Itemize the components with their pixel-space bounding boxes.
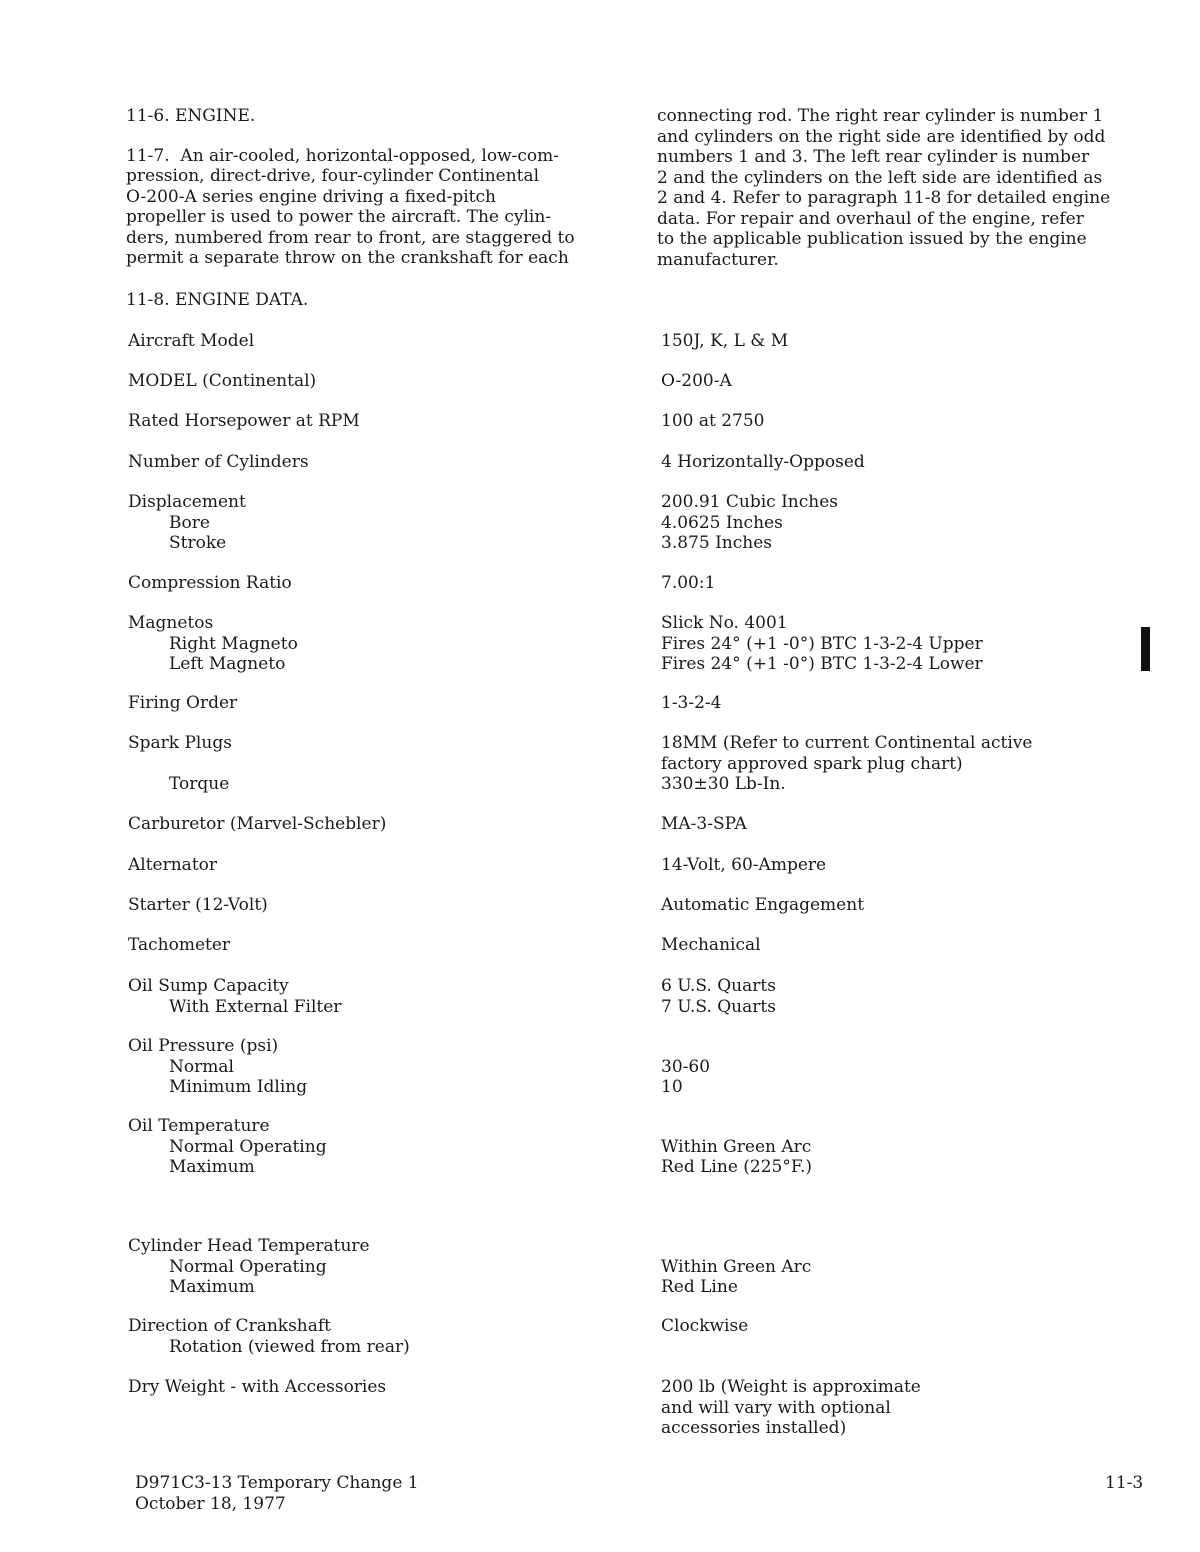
engine-data-label — [128, 935, 628, 956]
engine-data-label — [128, 733, 628, 795]
paragraph-line: ders, numbered from rear to front, are staggered to — [126, 227, 575, 248]
engine-data-label — [128, 411, 628, 432]
label-line: Maximum — [169, 1157, 255, 1177]
label-line: MODEL (Continental) — [128, 371, 317, 391]
value-line — [661, 1036, 1161, 1057]
paragraph-line: 11-7. An air-cooled, horizontal-opposed, low-com- — [126, 145, 560, 166]
label-line: Direction of Crankshaft — [128, 1316, 332, 1336]
paragraph-line: numbers 1 and 3. The left rear cylinder is number — [657, 147, 1090, 167]
engine-data-value — [661, 1377, 1161, 1439]
label-line: Cylinder Head Temperature — [128, 1236, 370, 1256]
value-line: 6 U.S. Quarts — [661, 976, 776, 996]
label-line: Alternator — [128, 855, 218, 875]
engine-data-heading: 11-8. ENGINE DATA. — [126, 290, 309, 310]
change-bar — [1141, 627, 1150, 671]
label-line: Torque — [169, 774, 230, 794]
engine-data-value — [661, 733, 1161, 795]
label-line: Spark Plugs — [128, 733, 232, 753]
value-line: Red Line (225°F.) — [661, 1157, 813, 1177]
footer-document-info — [135, 1473, 419, 1514]
engine-data-value — [661, 1116, 1161, 1178]
engine-data-label — [128, 452, 628, 473]
value-line: MA-3-SPA — [661, 814, 747, 834]
engine-data-label — [128, 976, 628, 1017]
engine-description-continuation — [657, 106, 1147, 270]
label-line: Starter (12-Volt) — [128, 895, 268, 915]
value-line: factory approved spark plug chart) — [661, 753, 963, 774]
label-line: Aircraft Model — [128, 331, 255, 351]
value-line: Automatic Engagement — [661, 895, 865, 915]
value-line: accessories installed) — [661, 1418, 847, 1438]
label-line: Firing Order — [128, 693, 238, 713]
label-line — [128, 754, 628, 775]
label-line: Minimum Idling — [169, 1077, 308, 1097]
label-line: Left Magneto — [169, 654, 286, 674]
value-line: 1-3-2-4 — [661, 693, 722, 713]
label-line: Stroke — [169, 533, 227, 553]
paragraph-line: 2 and 4. Refer to paragraph 11-8 for detailed engine — [657, 188, 1111, 208]
engine-data-value — [661, 1236, 1161, 1298]
engine-data-label — [128, 1036, 628, 1098]
page-number: 11-3 — [1105, 1473, 1144, 1493]
value-line: 3.875 Inches — [661, 533, 772, 553]
engine-data-value — [661, 1036, 1161, 1098]
section-heading: 11-6. ENGINE. — [126, 106, 256, 126]
engine-data-value — [661, 411, 1161, 432]
engine-data-value — [661, 1316, 1161, 1337]
label-line: Compression Ratio — [128, 573, 292, 593]
label-line: Normal Operating — [169, 1256, 327, 1277]
engine-data-label — [128, 371, 628, 392]
label-line: Carburetor (Marvel-Schebler) — [128, 814, 387, 834]
label-line: Oil Temperature — [128, 1116, 270, 1136]
value-line: 30-60 — [661, 1056, 711, 1077]
engine-data-label — [128, 1377, 628, 1398]
paragraph-line: manufacturer. — [657, 249, 779, 270]
value-line: 200.91 Cubic Inches — [661, 492, 839, 512]
paragraph-line: permit a separate throw on the crankshaft for each — [126, 248, 569, 268]
paragraph-line: and cylinders on the right side are identified by odd — [657, 126, 1106, 147]
paragraph-line: 2 and the cylinders on the left side are identified as — [657, 167, 1103, 188]
label-line: Displacement — [128, 492, 246, 512]
paragraph-line: data. For repair and overhaul of the engine, refer — [657, 208, 1084, 229]
label-line: Normal Operating — [169, 1136, 327, 1157]
engine-data-value — [661, 613, 1161, 675]
intro-column-left — [126, 106, 616, 269]
engine-data-label — [128, 613, 628, 675]
engine-data-value — [661, 693, 1161, 714]
label-line: Oil Sump Capacity — [128, 976, 289, 996]
value-line: 7.00:1 — [661, 573, 716, 593]
value-line: Slick No. 4001 — [661, 613, 788, 633]
engine-data-label — [128, 814, 628, 835]
engine-data-label — [128, 895, 628, 916]
label-line: Magnetos — [128, 613, 214, 633]
engine-data-value — [661, 452, 1161, 473]
engine-description-paragraph — [126, 146, 616, 269]
value-line: 100 at 2750 — [661, 411, 765, 431]
engine-data-value — [661, 895, 1161, 916]
value-line: 7 U.S. Quarts — [661, 996, 776, 1017]
intro-column-right — [657, 106, 1147, 270]
engine-data-value — [661, 976, 1161, 1017]
engine-data-label — [128, 331, 628, 352]
document-date: October 18, 1977 — [135, 1493, 286, 1514]
label-line: With External Filter — [169, 996, 342, 1017]
value-line — [661, 1116, 1161, 1137]
value-line: Fires 24° (+1 -0°) BTC 1-3-2-4 Lower — [661, 654, 983, 674]
label-line: Bore — [169, 512, 210, 533]
paragraph-line: propeller is used to power the aircraft. The cylin- — [126, 207, 552, 227]
engine-data-label — [128, 693, 628, 714]
engine-data-value — [661, 935, 1161, 956]
value-line: 4 Horizontally-Opposed — [661, 452, 865, 472]
paragraph-number: 11-7. — [126, 145, 170, 166]
label-line: Normal — [169, 1056, 234, 1077]
value-line: Clockwise — [661, 1316, 749, 1336]
paragraph-line: pression, direct-drive, four-cylinder Continental — [126, 166, 540, 186]
value-line: O-200-A — [661, 371, 732, 391]
value-line: and will vary with optional — [661, 1397, 891, 1418]
label-line: Tachometer — [128, 935, 231, 955]
engine-data-label — [128, 492, 628, 554]
value-line — [661, 1236, 1161, 1257]
paragraph-line: to the applicable publication issued by the engine — [657, 229, 1087, 249]
engine-data-value — [661, 573, 1161, 594]
label-line: Rated Horsepower at RPM — [128, 411, 360, 431]
value-line: Within Green Arc — [661, 1256, 812, 1277]
value-line: 10 — [661, 1077, 683, 1097]
engine-data-label — [128, 855, 628, 876]
label-line: Rotation (viewed from rear) — [169, 1336, 410, 1357]
value-line: 330±30 Lb-In. — [661, 774, 786, 794]
value-line: Fires 24° (+1 -0°) BTC 1-3-2-4 Upper — [661, 633, 983, 654]
engine-data-label — [128, 1316, 628, 1357]
label-line: Oil Pressure (psi) — [128, 1036, 279, 1056]
paragraph-line: connecting rod. The right rear cylinder is number 1 — [657, 106, 1104, 126]
label-line: Maximum — [169, 1277, 255, 1297]
label-line: Dry Weight - with Accessories — [128, 1377, 387, 1397]
engine-data-label — [128, 573, 628, 594]
value-line: Mechanical — [661, 935, 761, 955]
value-line: Red Line — [661, 1277, 738, 1297]
value-line: 14-Volt, 60-Ampere — [661, 855, 827, 875]
document-number: D971C3-13 Temporary Change 1 — [135, 1473, 419, 1493]
value-line: 18MM (Refer to current Continental active — [661, 733, 1033, 753]
engine-data-label — [128, 1116, 628, 1178]
engine-data-value — [661, 814, 1161, 835]
engine-data-value — [661, 371, 1161, 392]
value-line: Within Green Arc — [661, 1136, 812, 1157]
paragraph-line: O-200-A series engine driving a fixed-pitch — [126, 186, 496, 207]
label-line: Number of Cylinders — [128, 452, 309, 472]
engine-data-value — [661, 331, 1161, 352]
engine-data-value — [661, 855, 1161, 876]
value-line: 4.0625 Inches — [661, 512, 783, 533]
engine-data-value — [661, 492, 1161, 554]
engine-data-label — [128, 1236, 628, 1298]
value-line: 200 lb (Weight is approximate — [661, 1377, 921, 1397]
label-line: Right Magneto — [169, 633, 298, 654]
value-line: 150J, K, L & M — [661, 331, 789, 351]
